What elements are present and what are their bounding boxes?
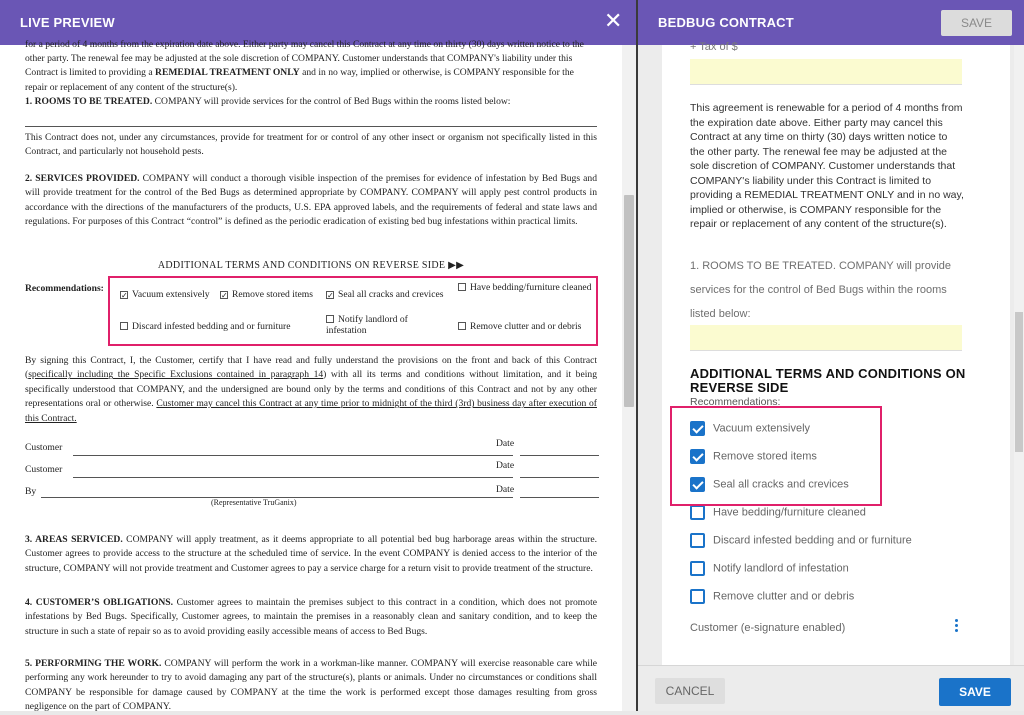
doc-signing-underline: specifically including the Specific Exclusions contained in paragraph 14 (28, 369, 324, 381)
doc-sig-date-label: Date (496, 438, 515, 449)
customer-signature-field[interactable]: Customer (e-signature enabled) (690, 622, 846, 634)
checkbox-label: Notify landlord of infestation (713, 562, 849, 575)
doc-rec-label: Have bedding/furniture cleaned (470, 282, 592, 293)
doc-rec-label: Remove stored items (232, 289, 313, 300)
form-scrollbar-thumb[interactable] (1015, 312, 1023, 452)
checkbox-label: Seal all cracks and crevices (713, 478, 849, 491)
doc-top-cut-line: for a period of 4 months from the expiration date above. Either party may cancel this Contract at any time on thirty (30) days written notice to the (25, 39, 584, 50)
checkbox-label: Vacuum extensively (713, 422, 811, 435)
doc-rec-label: Remove clutter and or debris (470, 321, 582, 332)
checkbox-unchecked-icon[interactable] (690, 533, 705, 548)
checkbox-label: Have bedding/furniture cleaned (713, 506, 866, 519)
doc-sig-line (73, 455, 513, 456)
doc-signing-paragraph (25, 354, 597, 426)
renewal-text: This agreement is renewable for a period of 4 months from the expiration date above. Either party may cancel this Contract at any time on thirty (30) days written notice to the other party. The renewal fee may be adjusted at the sole discretion of COMPANY. Customer understands that COMPANY's liability under this Contract is limited to providing a REMEDIAL TREATMENT ONLY and in no way, implied or otherwise, is COMPANY responsible for the repair or replacement of any content of the structure(s). (690, 102, 964, 230)
rooms-input[interactable] (690, 325, 962, 351)
doc-signature-row (25, 484, 599, 507)
doc-section-1-note: This Contract does not, under any circumstances, provide for treatment for or control of any other insect or organism not specifically listed in this Contract, and particularly not household pests. (25, 132, 597, 158)
doc-section-2 (25, 172, 597, 230)
doc-signing-underline: Customer may cancel this Contract at any time prior to midnight of the third (3rd) business day after execution of this Contract. (25, 398, 597, 424)
cancel-button[interactable]: CANCEL (655, 678, 725, 704)
doc-sig-by-label: By (25, 486, 37, 497)
doc-signature-row (25, 460, 599, 479)
contract-document (0, 39, 622, 713)
checkbox-unchecked-icon[interactable] (690, 505, 705, 520)
section-title: ADDITIONAL TERMS AND CONDITIONS ON REVERSE SIDE (690, 366, 966, 395)
doc-rec-label: Vacuum extensively (132, 289, 210, 300)
doc-intro-bold: REMEDIAL TREATMENT ONLY (155, 67, 300, 79)
doc-additional-terms-heading: ADDITIONAL TERMS AND CONDITIONS ON REVERSE SIDE ▶▶ (157, 260, 465, 271)
contract-form-panel (638, 0, 1024, 711)
doc-rec-label: Notify landlord of infestation (326, 314, 408, 336)
doc-sig-date-label: Date (496, 484, 515, 495)
preview-scrollbar-thumb[interactable] (624, 195, 634, 407)
rooms-text: 1. ROOMS TO BE TREATED. COMPANY will provide services for the control of Bed Bugs within the rooms listed below: (690, 260, 952, 320)
doc-section-2-text: COMPANY will conduct a thorough visible inspection of the premises for evidence of infestation by Bed Bugs and will provide treatment for the control of the Bed Bugs as determined appropriate by COMPANY. COMPANY will apply pest control products in accordance with the directions of the manufacturers of the products, U.S. EPA approved labels, and the requirements of federal and state laws and regulations. For purposes of this Contract “control” is defined as the periodic eradication of existing bed bug infestations within practical limits. (25, 173, 597, 228)
checkbox-label: Remove clutter and or debris (713, 590, 855, 603)
doc-rec-label: Discard infested bedding and or furniture (132, 321, 291, 332)
doc-checkbox: ✓ (221, 291, 228, 300)
checkbox-discard-bedding[interactable] (690, 533, 912, 553)
doc-section-5-text: COMPANY will perform the work in a workman-like manner. COMPANY will exercise reasonable care while performing any work hereunder to try to avoid damaging any part of the structure(s), plants or animals. Under no circumstances or conditions shall COMPANY be responsible for damage caused by COMPANY at the time the work is performed except those damages resulting from gross negligence on the part of COMPANY. (25, 658, 597, 713)
tax-label: + Tax of $ (690, 41, 738, 53)
doc-section-5 (25, 657, 597, 715)
doc-section-3-text: COMPANY will apply treatment, as it deems appropriate to all potential bed bug harborage areas within the structure. Customer agrees to provide access to the structure at the scheduled time of service. In the event COMPANY is denied access to the interior of the structure, COMPANY will not provide treatment and Customer agrees to pay a service charge for a return visit to provide treatment of the structure. (25, 534, 597, 574)
checkbox-unchecked-icon[interactable] (690, 561, 705, 576)
doc-rec-label: Seal all cracks and crevices (338, 289, 444, 300)
form-footer (638, 665, 1024, 711)
doc-signature-row (25, 438, 599, 457)
doc-checkbox: ✓ (121, 291, 128, 300)
save-button[interactable]: SAVE (939, 678, 1011, 706)
checkbox-remove-clutter[interactable] (690, 589, 854, 609)
checkbox-bedding-cleaned[interactable] (690, 505, 866, 525)
more-options-icon[interactable] (955, 619, 959, 635)
checkbox-label: Discard infested bedding and or furniture (713, 534, 912, 547)
doc-section-5-heading: 5. PERFORMING THE WORK. (25, 658, 162, 669)
recommendations-label-text: Recommendations: (690, 396, 781, 408)
doc-section-1-text: COMPANY will provide services for the control of Bed Bugs within the rooms listed below: (152, 96, 511, 108)
doc-sig-date-label: Date (496, 460, 515, 471)
checkbox-highlight-box (670, 406, 882, 506)
doc-sig-rep-label: (Representative TruGanix) (211, 498, 297, 507)
doc-checkbox: ✓ (327, 291, 334, 300)
doc-section-1-heading: 1. ROOMS TO BE TREATED. (25, 96, 153, 108)
doc-sig-date-line (520, 455, 599, 456)
checkbox-notify-landlord[interactable] (690, 561, 849, 581)
doc-section-4-text: Customer agrees to maintain the premises subject to this contract in a condition, which does not promote infestations by Bed Bugs. Specifically, Customer agrees, to maintain the premises in a reasonably clean and sanitary condition, and to keep the structure in such a state of repair so as to avoid providing easily accessible means of access to Bed Bugs. (25, 597, 597, 637)
doc-sig-line (73, 477, 513, 478)
doc-section-3-heading: 3. AREAS SERVICED. (25, 534, 123, 545)
doc-sig-customer-label: Customer (25, 442, 63, 453)
close-icon[interactable]: ✕ (604, 8, 623, 33)
tax-input[interactable] (690, 59, 962, 85)
contract-form-title: BEDBUG CONTRACT (658, 15, 794, 30)
doc-sig-date-line (520, 477, 599, 478)
doc-sig-customer-label: Customer (25, 464, 63, 475)
live-preview-title: LIVE PREVIEW (20, 15, 115, 30)
doc-recommendations-label: Recommendations: (25, 283, 104, 294)
contract-form-header (638, 0, 1024, 45)
checkbox-label: Remove stored items (713, 450, 817, 463)
doc-intro-line-3: repair or replacement of any content of the structure(s). (25, 81, 238, 93)
contract-form-card (662, 41, 1010, 665)
doc-intro-line-2c: and in no way, implied or otherwise, is COMPANY responsible for the (299, 67, 574, 79)
doc-sig-date-line (520, 497, 599, 498)
recommendations-highlight-box (108, 276, 598, 346)
checkbox-unchecked-icon[interactable] (690, 589, 705, 604)
doc-section-4-heading: 4. CUSTOMER’S OBLIGATIONS. (25, 597, 174, 608)
doc-intro-paragraph (25, 52, 597, 110)
doc-section-2-heading: 2. SERVICES PROVIDED. (25, 173, 140, 184)
doc-section-4 (25, 596, 597, 639)
doc-signing-text: By signing this Contract, I, the Customer, certify that I have read and fully understand the provisions on the front and back of this Contract ( (25, 355, 597, 381)
save-top-button[interactable]: SAVE (941, 10, 1012, 36)
doc-signing-text: ) with all its terms and conditions without limitation, and it being specifically understood that COMPANY, and the undersigned are bound only by the terms and conditions of this Contract and not by any other representations oral or otherwise. (25, 369, 597, 410)
rooms-blank-line (25, 126, 597, 127)
doc-intro-line-2a: Contract is limited to providing a (25, 67, 156, 79)
doc-section-3 (25, 533, 597, 576)
doc-intro-line-1: other party. The renewal fee may be adjusted at the sole discretion of COMPANY. Customer understands that COMPANY's liability under this (25, 53, 573, 64)
